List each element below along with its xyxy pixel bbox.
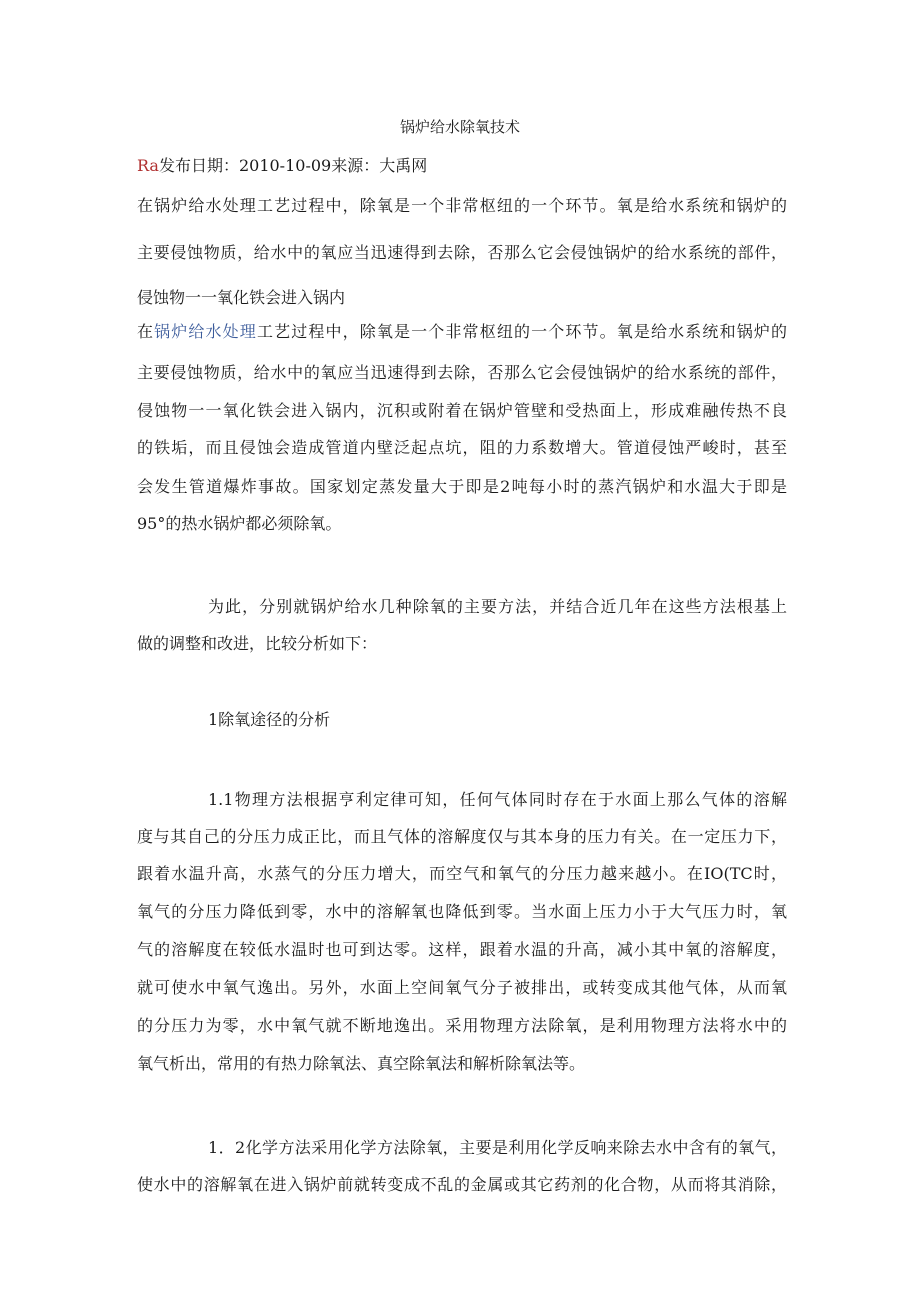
intro-line: 在锅炉给水处理工艺过程中，除氧是一个非常枢纽的一个环节。氧是给水系统和锅炉的 <box>137 196 787 215</box>
section11-line: 1.1物理方法根据亨利定律可知，任何气体同时存在于水面上那么气体的溶解 <box>208 790 787 809</box>
section11-line: 气的溶解度在较低水温时也可到达零。这样，跟着水温的升高，减小其中氧的溶解度， <box>137 940 787 959</box>
document-title: 锅炉给水除氧技术 <box>399 118 520 136</box>
body-line: 主要侵蚀物质，给水中的氧应当迅速得到去除，否那么它会侵蚀锅炉的给水系统的部件， <box>137 363 787 382</box>
body-line-first <box>137 320 787 344</box>
section11-line: 的分压力为零，水中氧气就不断地逸出。采用物理方法除氧，是利用物理方法将水中的 <box>137 1016 787 1035</box>
body-line: 侵蚀物一一氧化铁会进入锅内，沉积或附着在锅炉管壁和受热面上，形成难融传热不良 <box>137 401 787 420</box>
body-line: 会发生管道爆炸事故。国家划定蒸发量大于即是2吨每小时的蒸汽锅炉和水温大于即是 <box>137 477 787 496</box>
section12-line: 1．2化学方法采用化学方法除氧，主要是利用化学反响来除去水中含有的氧气， <box>208 1138 787 1157</box>
publish-info: 发布日期：2010-10-09来源：大禹网 <box>158 156 428 175</box>
section12-line: 使水中的溶解氧在进入锅炉前就转变成不乱的金属或其它药剂的化合物，从而将其消除， <box>137 1175 787 1194</box>
body-line: 95°的热水锅炉都必须除氧。 <box>137 514 342 533</box>
section11-line: 度与其自己的分压力成正比，而且气体的溶解度仅与其本身的压力有关。在一定压力下， <box>137 827 787 846</box>
section11-line: 跟着水温升高，水蒸气的分压力增大，而空气和氧气的分压力越来越小。在IO(TC时， <box>137 864 787 883</box>
section11-line: 氧气的分压力降低到零，水中的溶解氧也降低到零。当水面上压力小于大气压力时，氧 <box>137 902 787 921</box>
intro-line: 侵蚀物一一氧化铁会进入锅内 <box>137 288 346 307</box>
section-heading: 1除氧途径的分析 <box>208 710 331 729</box>
body-line: 的铁垢，而且侵蚀会造成管道内壁泛起点坑，阻的力系数增大。管道侵蚀严峻时，甚至 <box>137 438 787 457</box>
publish-meta <box>137 154 427 178</box>
para2-line: 为此，分别就锅炉给水几种除氧的主要方法，并结合近几年在这些方法根基上 <box>208 597 787 616</box>
boiler-water-treatment-link[interactable]: 锅炉给水处理 <box>154 322 257 341</box>
meta-mark: Ra <box>137 156 159 175</box>
body-prefix: 在 <box>137 322 155 341</box>
intro-line: 主要侵蚀物质，给水中的氧应当迅速得到去除，否那么它会侵蚀锅炉的给水系统的部件， <box>137 243 787 262</box>
section11-line: 氧气析出，常用的有热力除氧法、真空除氧法和解析除氧法等。 <box>137 1054 586 1073</box>
section11-line: 就可使水中氧气逸出。另外，水面上空间氧气分子被排出，或转变成其他气体，从而氧 <box>137 978 787 997</box>
para2-line: 做的调整和改进，比较分析如下： <box>137 634 378 653</box>
body-suffix: 工艺过程中，除氧是一个非常枢纽的一个环节。氧是给水系统和锅炉的 <box>256 322 787 341</box>
